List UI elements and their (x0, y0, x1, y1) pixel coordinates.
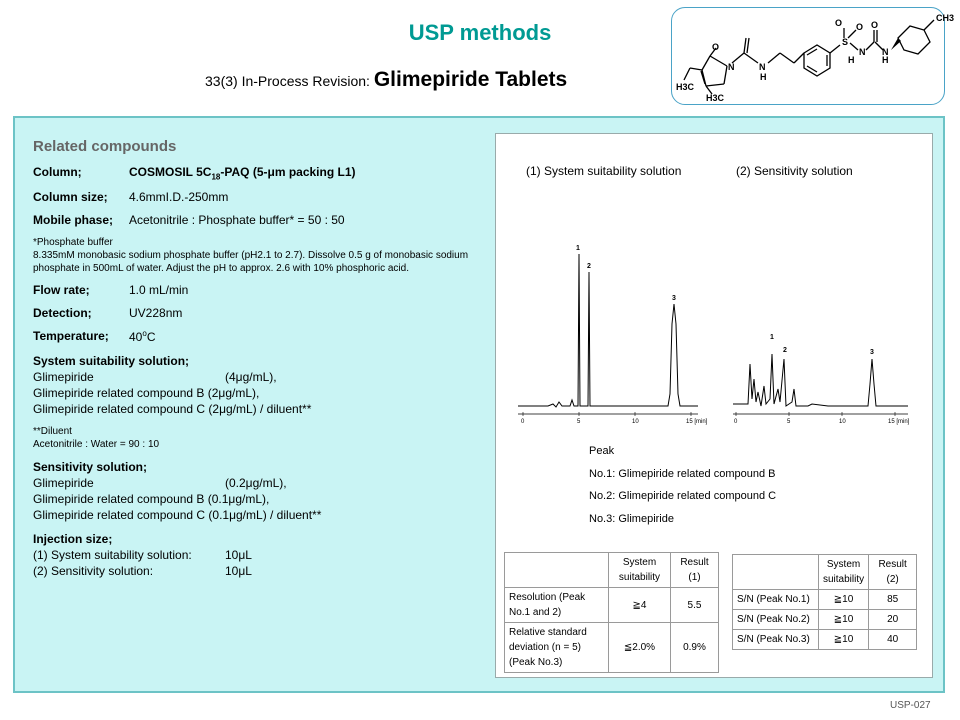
column-label: Column; (33, 165, 82, 179)
table-cell-requirement: ≧4 (609, 588, 671, 623)
result-table-1 (504, 552, 719, 673)
sensitivity-block (33, 459, 478, 523)
table-header-cell (505, 553, 609, 588)
injection-heading: Injection size; (33, 532, 113, 547)
chrom2-peak-label: 2 (783, 347, 787, 354)
table-cell-label: S/N (Peak No.2) (733, 610, 819, 630)
table-header-cell (733, 555, 819, 590)
ss-line (33, 401, 478, 417)
ss-line-conc: (4μg/mL), (225, 370, 277, 385)
struct-label-n3: N (859, 47, 866, 57)
struct-label-h2: H (848, 55, 855, 65)
mobile-phase-row (33, 213, 478, 227)
chemical-structure-diagram (672, 8, 955, 104)
struct-label-ch3: CH3 (936, 13, 955, 23)
peak-item: No.1: Glimepiride related compound B (589, 467, 776, 480)
table-cell-label: S/N (Peak No.3) (733, 630, 819, 650)
table-row (733, 590, 917, 610)
subtitle-product: Glimepiride Tablets (373, 68, 568, 91)
sens-line (33, 507, 478, 523)
inj-line-name: (1) System suitability solution: (33, 548, 192, 563)
chromatogram-1 (518, 245, 708, 425)
column-size-row (33, 190, 478, 204)
chemical-structure-box (671, 7, 955, 105)
peak-item: No.3: Glimepiride (589, 512, 674, 525)
column-value (129, 165, 356, 181)
page-subtitle (205, 68, 567, 92)
temperature-label: Temperature; (33, 329, 109, 344)
chrom1-tick: 10 (632, 419, 639, 425)
chrom1-peak-label: 3 (672, 295, 676, 302)
phosphate-buffer-note: *Phosphate buffer 8.335mM monobasic sodium phosphate buffer (pH2.1 to 2.7). Dissolve 0.5 g of monobasic sodium phosphate in 500mL of water. Adjust the pH to approx. 2.6 with 10% phosphoric acid. (33, 237, 469, 275)
table-cell-result: 20 (869, 610, 917, 630)
sens-line (33, 475, 478, 491)
inj-line-value: 10μL (225, 548, 252, 563)
sens-line (33, 491, 478, 507)
struct-label-h3c2: H3C (706, 93, 725, 103)
table-cell-result: 5.5 (671, 588, 719, 623)
page-title: USP methods (408, 20, 552, 45)
table-header-cell: System suitability (819, 555, 869, 590)
column-row (33, 165, 478, 181)
chrom2-tick: 10 (839, 419, 846, 425)
chrom2-tick: 5 (787, 419, 791, 425)
temperature-row (33, 329, 478, 344)
table-row (733, 630, 917, 650)
struct-label-n1: N (728, 62, 735, 72)
table-header-row (733, 555, 917, 590)
subtitle-prefix: 33(3) In-Process Revision: (205, 73, 374, 89)
ss-line (33, 369, 478, 385)
temperature-value-b: C (146, 330, 156, 345)
table-cell-label: S/N (Peak No.1) (733, 590, 819, 610)
struct-label-h3c1: H3C (676, 82, 695, 92)
table-row (505, 588, 719, 623)
sens-line-conc: (0.2μg/mL), (225, 476, 287, 491)
table-row (505, 623, 719, 673)
chromatogram-2-trace (733, 354, 908, 406)
chrom2-peak-label: 3 (870, 349, 874, 356)
column-value-sub: 18 (211, 172, 221, 182)
column-size-label: Column size; (33, 190, 108, 205)
table-cell-result: 0.9% (671, 623, 719, 673)
sens-line-name: Glimepiride related compound B (0.1μg/mL), (33, 492, 270, 507)
table-cell-requirement: ≧10 (819, 630, 869, 650)
table-row (733, 610, 917, 630)
sens-line-name: Glimepiride related compound C (0.1μg/mL) / diluent** (33, 508, 322, 523)
struct-label-o4: O (712, 42, 720, 52)
struct-label-h3: H (882, 55, 889, 65)
inj-line-value: 10μL (225, 564, 252, 579)
ss-line (33, 385, 478, 401)
table-cell-requirement: ≦2.0% (609, 623, 671, 673)
peak-heading: Peak (589, 445, 615, 457)
chromatogram-label-2: (2) Sensitivity solution (736, 164, 853, 178)
chromatogram-1-trace (518, 254, 698, 407)
detection-row (33, 306, 478, 320)
chromatogram-label-1: (1) System suitability solution (526, 164, 682, 178)
flow-rate-value: 1.0 mL/min (129, 283, 189, 298)
sens-line-name: Glimepiride (33, 476, 94, 491)
ss-line-name: Glimepiride (33, 370, 94, 385)
system-suitability-block (33, 353, 478, 417)
struct-label-o3: O (871, 20, 879, 30)
sensitivity-heading: Sensitivity solution; (33, 460, 148, 475)
flow-rate-label: Flow rate; (33, 283, 90, 298)
table-header-cell: Result (1) (671, 553, 719, 588)
temperature-value-sup: o (142, 329, 147, 339)
struct-label-o2: O (856, 22, 864, 32)
table-cell-requirement: ≧10 (819, 610, 869, 630)
struct-label-n4: N (882, 47, 889, 57)
struct-label-o1: O (835, 18, 843, 28)
struct-label-h1: H (760, 72, 767, 82)
struct-label-n2: N (759, 62, 766, 72)
section-title: Related compounds (33, 138, 177, 155)
content-panel (13, 116, 945, 693)
chrom1-peak-label: 2 (587, 263, 591, 270)
mobile-phase-label: Mobile phase; (33, 213, 114, 228)
chromatogram-2 (733, 334, 910, 425)
table-cell-label: Relative standard deviation (n = 5)(Peak No.3) (505, 623, 609, 673)
table-cell-result: 85 (869, 590, 917, 610)
injection-block (33, 531, 478, 579)
table-cell-result: 40 (869, 630, 917, 650)
table-header-cell: System suitability (609, 553, 671, 588)
table-cell-requirement: ≧10 (819, 590, 869, 610)
column-value-b: -PAQ (5-μm packing L1) (220, 165, 356, 179)
diluent-note: **Diluent Acetonitrile : Water = 90 : 10 (33, 426, 160, 451)
footer-code: USP-027 (890, 700, 931, 711)
struct-label-s: S (842, 37, 849, 47)
mobile-phase-value: Acetonitrile : Phosphate buffer* = 50 : 50 (129, 213, 345, 228)
chrom1-tick: 0 (521, 419, 525, 425)
chrom2-tick: 15 [min] (888, 419, 910, 425)
chrom2-peak-label: 1 (770, 334, 774, 341)
column-size-value: 4.6mmI.D.-250mm (129, 190, 229, 205)
system-suitability-heading: System suitability solution; (33, 354, 190, 369)
temperature-value (129, 329, 155, 344)
chrom2-tick: 0 (734, 419, 738, 425)
flow-rate-row (33, 283, 478, 297)
method-conditions (33, 138, 478, 587)
result-table-2 (732, 554, 917, 650)
chromatogram-figure (508, 214, 928, 424)
table-cell-label: Resolution (Peak No.1 and 2) (505, 588, 609, 623)
inj-line (33, 563, 478, 579)
table-header-cell: Result (2) (869, 555, 917, 590)
inj-line-name: (2) Sensitivity solution: (33, 564, 154, 579)
results-panel (495, 133, 933, 678)
detection-label: Detection; (33, 306, 92, 321)
ss-line-name: Glimepiride related compound C (2μg/mL) / diluent** (33, 402, 312, 417)
inj-line (33, 547, 478, 563)
column-value-a: COSMOSIL 5C (129, 165, 212, 179)
table-header-row (505, 553, 719, 588)
chrom1-peak-label: 1 (576, 245, 580, 252)
peak-item: No.2: Glimepiride related compound C (589, 490, 777, 502)
peak-legend (589, 440, 776, 530)
temperature-value-a: 40 (129, 330, 143, 345)
detection-value: UV228nm (129, 306, 183, 321)
ss-line-name: Glimepiride related compound B (2μg/mL), (33, 386, 260, 401)
chrom1-tick: 5 (577, 419, 581, 425)
chrom1-tick: 15 [min] (686, 419, 708, 425)
